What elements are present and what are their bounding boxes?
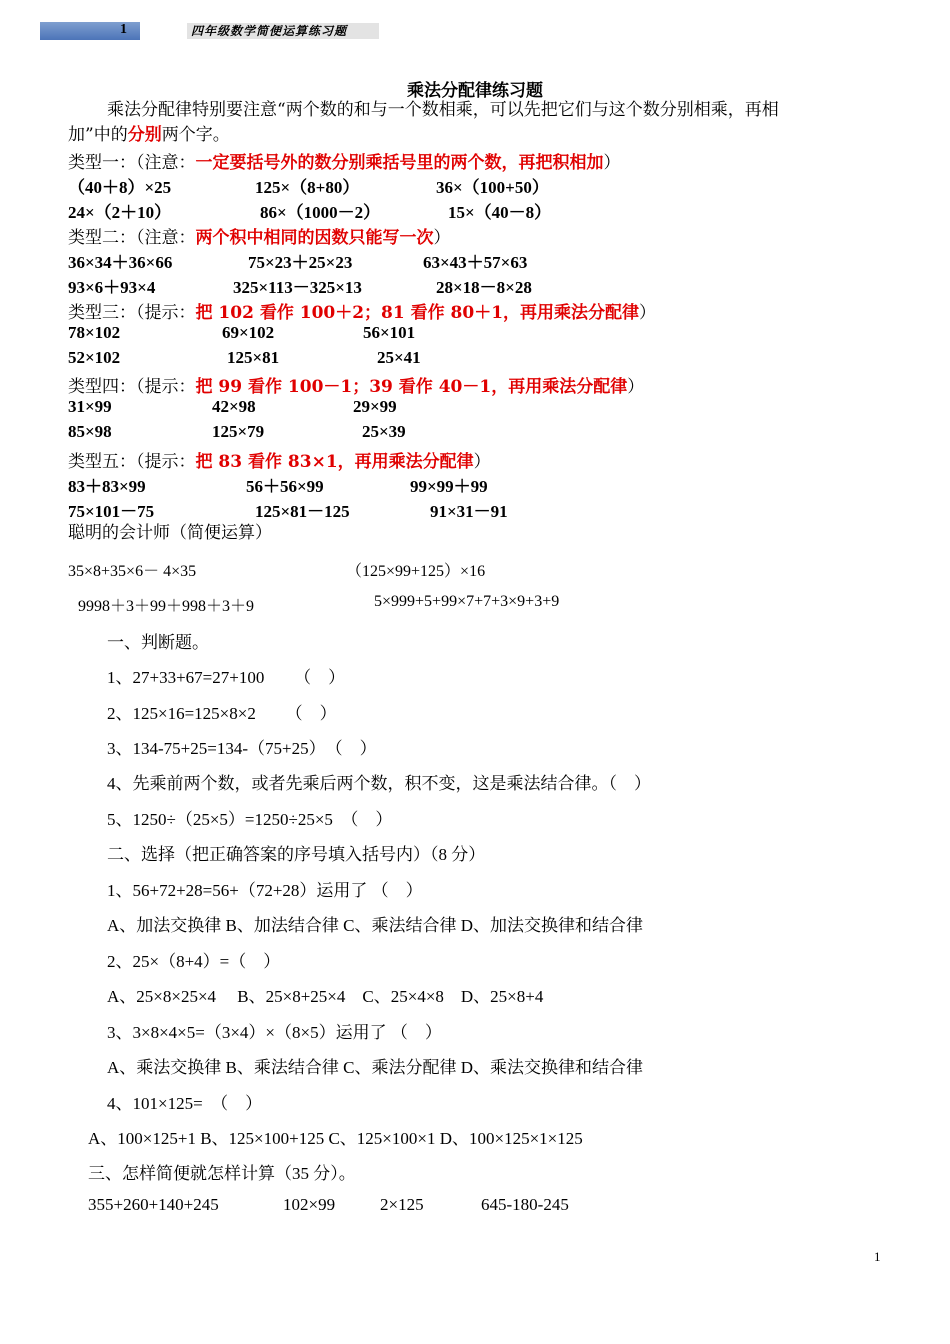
accountant-item: 35×8+35×6－ 4×35 <box>68 563 197 580</box>
section3-item: 645-180-245 <box>481 1195 569 1214</box>
type5-item: 83＋83×99 <box>68 477 146 496</box>
type4-heading: 类型四：（提示：把 99 看作 100－1；39 看作 40－1，再用乘法分配律） <box>68 377 645 397</box>
intro-line-1: 乘法分配律特别要注意“两个数的和与一个数相乘，可以先把它们与这个数分别相乘，再相 <box>107 100 779 120</box>
type1-item: 125×（8+80） <box>255 178 360 197</box>
section3-item: 2×125 <box>380 1195 424 1214</box>
type2-item: 36×34＋36×66 <box>68 253 173 272</box>
type4-item: 125×79 <box>212 422 265 441</box>
type5-item: 91×31－91 <box>430 502 508 521</box>
type4-item: 31×99 <box>68 397 112 416</box>
header-doc-title: 四年级数学简便运算练习题 <box>187 23 379 39</box>
type3-item: 78×102 <box>68 323 121 342</box>
section3-item: 355+260+140+245 <box>88 1195 219 1214</box>
accountant-heading: 聪明的会计师（简便运算） <box>68 523 272 543</box>
type5-item: 99×99＋99 <box>410 477 488 496</box>
section2-item: 3、3×8×4×5=（3×4）×（8×5）运用了 （ ） <box>107 1023 442 1042</box>
section1-item: 1、27+33+67=27+100 （ ） <box>107 668 346 687</box>
type1-item: （40＋8）×25 <box>68 178 172 197</box>
type4-item: 29×99 <box>353 397 397 416</box>
section2-item: 2、25×（8+4）=（ ） <box>107 952 281 971</box>
type4-item: 25×39 <box>362 422 406 441</box>
section2-item: 1、56+72+28=56+（72+28）运用了 （ ） <box>107 881 423 900</box>
type3-item: 52×102 <box>68 348 121 367</box>
type5-item: 56＋56×99 <box>246 477 324 496</box>
type3-heading: 类型三：（提示：把 102 看作 100＋2；81 看作 80＋1，再用乘法分配律） <box>68 303 657 323</box>
type1-heading: 类型一：（注意：一定要括号外的数分别乘括号里的两个数，再把积相加） <box>68 153 621 173</box>
type2-item: 63×43＋57×63 <box>423 253 528 272</box>
type2-item: 325×113－325×13 <box>233 278 362 297</box>
section2-item: A、乘法交换律 B、乘法结合律 C、乘法分配律 D、乘法交换律和结合律 <box>107 1058 643 1077</box>
type5-item: 75×101－75 <box>68 502 155 521</box>
section1-heading: 一、判断题。 <box>107 633 209 652</box>
section2-heading: 二、选择（把正确答案的序号填入括号内）（8 分） <box>107 845 486 864</box>
type3-item: 69×102 <box>222 323 275 342</box>
section1-item: 5、1250÷（25×5）=1250÷25×5 （ ） <box>107 810 393 829</box>
section2-item: 4、101×125= （ ） <box>107 1094 263 1113</box>
section1-item: 2、125×16=125×8×2 （ ） <box>107 704 337 723</box>
type1-item: 15×（40－8） <box>448 203 552 222</box>
accountant-item: 9998＋3＋99＋998＋3＋9 <box>78 598 255 615</box>
section1-item: 3、134-75+25=134-（75+25） （ ） <box>107 739 377 758</box>
type5-heading: 类型五：（提示：把 83 看作 83×1，再用乘法分配律） <box>68 452 491 472</box>
section3-heading: 三、怎样简便就怎样计算（35 分）。 <box>88 1164 356 1183</box>
section2-item: A、100×125+1 B、125×100+125 C、125×100×1 D、100×125×1×125 <box>88 1129 583 1148</box>
section3-item: 102×99 <box>283 1195 336 1214</box>
type2-heading: 类型二：（注意：两个积中相同的因数只能写一次） <box>68 228 451 248</box>
type2-item: 93×6＋93×4 <box>68 278 156 297</box>
type2-item: 28×18－8×28 <box>436 278 532 297</box>
section2-item: A、25×8×25×4 B、25×8+25×4 C、25×4×8 D、25×8+4 <box>107 987 544 1006</box>
footer-page-number: 1 <box>874 1249 881 1264</box>
type5-item: 125×81－125 <box>255 502 350 521</box>
accountant-item: 5×999+5+99×7+7+3×9+3+9 <box>374 593 560 610</box>
type1-item: 36×（100+50） <box>436 178 549 197</box>
type3-item: 25×41 <box>377 348 421 367</box>
intro-line-2: 加”中的分别两个字。 <box>68 125 230 145</box>
section2-item: A、加法交换律 B、加法结合律 C、乘法结合律 D、加法交换律和结合律 <box>107 916 643 935</box>
header-page-number: 1 <box>120 22 127 37</box>
accountant-item: （125×99+125）×16 <box>346 563 486 580</box>
page-title: 乘法分配律练习题 <box>407 81 543 101</box>
type3-item: 125×81 <box>227 348 280 367</box>
type4-item: 42×98 <box>212 397 256 416</box>
type1-item: 24×（2＋10） <box>68 203 172 222</box>
type1-item: 86×（1000－2） <box>260 203 381 222</box>
type3-item: 56×101 <box>363 323 416 342</box>
type2-item: 75×23＋25×23 <box>248 253 353 272</box>
type4-item: 85×98 <box>68 422 112 441</box>
section1-item: 4、先乘前两个数，或者先乘后两个数，积不变，这是乘法结合律。（ ） <box>107 774 651 793</box>
intro-emphasis: 分别 <box>127 125 162 145</box>
